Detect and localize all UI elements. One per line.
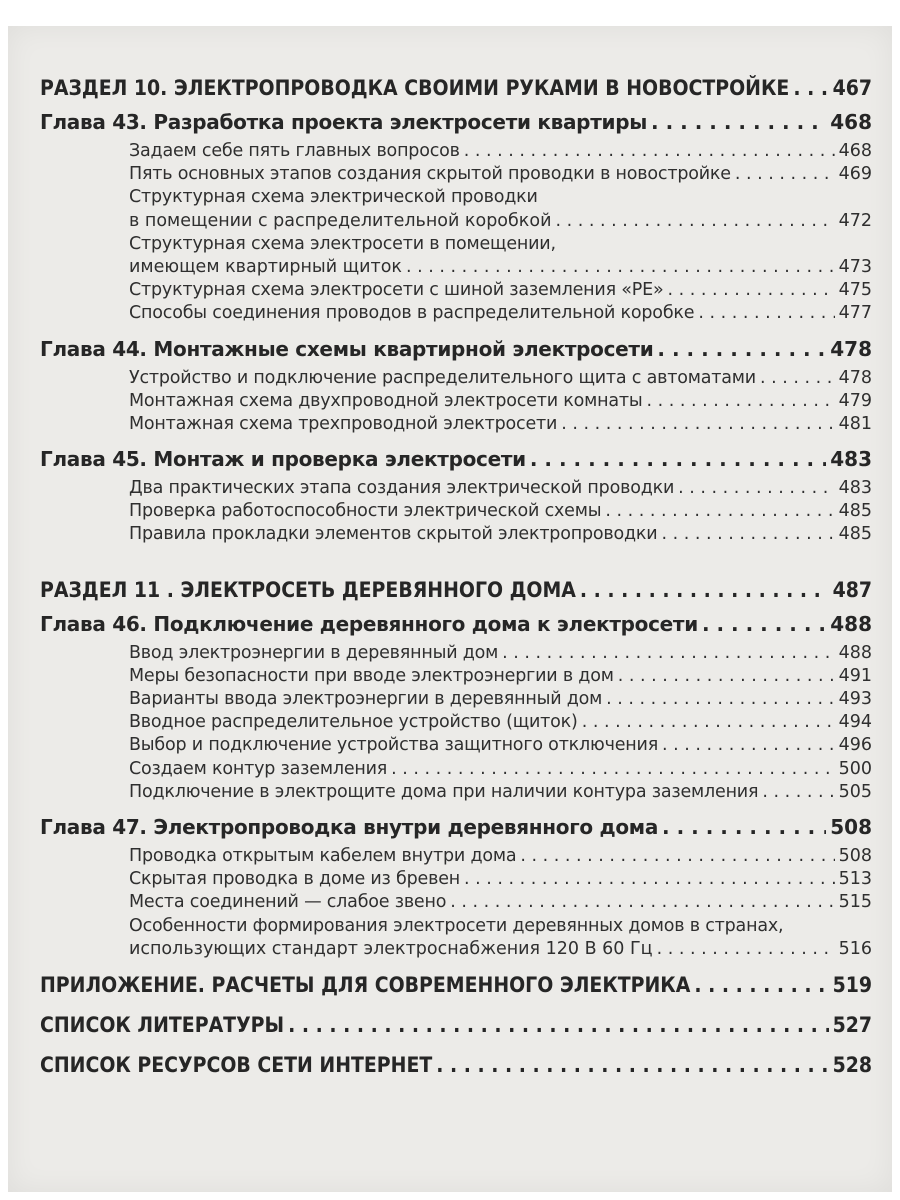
leader-dots (694, 969, 828, 1001)
chapter-title: Глава 47. Электропроводка внутри деревянного дома (40, 814, 659, 839)
page-number: 500 (838, 758, 872, 779)
toc-chapter-45 (40, 441, 872, 477)
leader-dots (793, 72, 828, 104)
leader-dots (606, 688, 834, 711)
toc-chapter-43 (40, 104, 872, 140)
chapter-title: Глава 45. Монтаж и проверка электросети (40, 447, 526, 472)
leader-dots (647, 390, 835, 413)
toc-literature (40, 1009, 872, 1041)
toc-item (40, 233, 872, 279)
table-of-contents (40, 72, 872, 1081)
page-number: 493 (838, 689, 872, 709)
toc-section-11 (40, 574, 872, 606)
toc-item (40, 367, 872, 390)
leader-dots (651, 104, 826, 140)
leader-dots (406, 256, 835, 279)
page-number: 488 (838, 642, 872, 663)
item-title: Проводка открытым кабелем внутри дома (129, 845, 517, 866)
leader-dots (561, 413, 834, 436)
item-title: Варианты ввода электроэнергии в деревянный дом (129, 689, 603, 709)
leader-dots (391, 758, 834, 781)
toc-item (40, 523, 872, 546)
item-title: использующих стандарт электроснабжения 120 В 60 Гц (129, 938, 653, 959)
leader-dots (662, 734, 835, 757)
page-number: 494 (838, 712, 872, 733)
toc-chapter-47 (40, 809, 872, 845)
toc-item (40, 302, 872, 325)
toc-item (40, 163, 872, 186)
item-title-line: Структурная схема электрической проводки (129, 187, 538, 208)
page-number: 519 (832, 972, 872, 997)
page-number: 487 (832, 577, 872, 602)
page-number: 488 (830, 611, 872, 636)
item-title: Пять основных этапов создания скрытой проводки в новостройке (129, 164, 731, 185)
page-number: 528 (832, 1052, 872, 1077)
item-title: Скрытая проводка в доме из бревен (129, 869, 461, 890)
page-number: 469 (838, 164, 872, 185)
toc-item (40, 413, 872, 436)
leader-dots (657, 938, 835, 961)
toc-appendix (40, 969, 872, 1001)
toc-item (40, 891, 872, 914)
item-title: Устройство и подключение распределительного щита с автоматами (129, 367, 756, 388)
toc-item (40, 711, 872, 734)
section-title: РАЗДЕЛ 10. ЭЛЕКТРОПРОВОДКА СВОИМИ РУКАМИ В НОВОСТРОЙКЕ (40, 76, 790, 100)
item-title: Способы соединения проводов в распределительной коробке (129, 303, 695, 324)
toc-item (40, 642, 872, 665)
toc-item (40, 140, 872, 163)
page-number: 485 (838, 524, 872, 545)
item-title: в помещении с распределительной коробкой (129, 210, 552, 231)
page-number: 527 (832, 1012, 872, 1037)
leader-dots (288, 1009, 828, 1041)
toc-item (40, 734, 872, 757)
section-title: СПИСОК РЕСУРСОВ СЕТИ ИНТЕРНЕТ (40, 1052, 433, 1077)
page-number: 478 (830, 336, 872, 361)
page-number: 483 (830, 447, 872, 472)
leader-dots (661, 523, 834, 546)
leader-dots (698, 302, 834, 325)
toc-item (40, 845, 872, 868)
toc-item (40, 758, 872, 781)
toc-item (40, 868, 872, 891)
page-number: 513 (838, 869, 872, 890)
section-title: РАЗДЕЛ 11 . ЭЛЕКТРОСЕТЬ ДЕРЕВЯННОГО ДОМА (40, 577, 576, 602)
chapter-title: Глава 46. Подключение деревянного дома к электросети (40, 611, 698, 636)
page-number: 491 (838, 665, 872, 686)
leader-dots (450, 891, 834, 914)
page-number: 481 (838, 413, 872, 434)
page-number: 478 (838, 367, 872, 388)
chapter-title: Глава 44. Монтажные схемы квартирной электросети (40, 336, 654, 361)
page-number: 485 (838, 501, 872, 522)
leader-dots (657, 331, 826, 367)
leader-dots (464, 140, 835, 163)
item-title-line: Структурная схема электросети в помещении, (129, 233, 556, 254)
item-title: Монтажная схема трехпроводной электросети (129, 413, 558, 434)
page-number: 472 (838, 210, 872, 231)
toc-item (40, 665, 872, 688)
item-title: Структурная схема электросети с шиной заземления «PE» (129, 280, 664, 301)
leader-dots (502, 642, 834, 665)
page-number: 515 (838, 892, 872, 913)
page-number: 468 (830, 110, 872, 134)
chapter-title: Глава 43. Разработка проекта электросети квартиры (40, 110, 648, 134)
item-title: Два практических этапа создания электрической проводки (129, 478, 675, 499)
leader-dots (436, 1049, 828, 1081)
toc-section-10 (40, 72, 872, 104)
item-title: Вводное распределительное устройство (щиток) (129, 712, 578, 733)
leader-dots (605, 500, 834, 523)
toc-item (40, 781, 872, 804)
toc-item (40, 688, 872, 711)
section-title: ПРИЛОЖЕНИЕ. РАСЧЕТЫ ДЛЯ СОВРЕМЕННОГО ЭЛЕКТРИКА (40, 972, 691, 997)
leader-dots (762, 781, 834, 804)
leader-dots (520, 845, 834, 868)
item-title: Ввод электроэнергии в деревянный дом (129, 642, 499, 663)
toc-item (40, 500, 872, 523)
leader-dots (662, 809, 826, 845)
page-number: 477 (838, 303, 872, 324)
item-title: Создаем контур заземления (129, 758, 388, 779)
item-title: Монтажная схема двухпроводной электросети комнаты (129, 390, 643, 411)
item-title: Задаем себе пять главных вопросов (129, 141, 460, 161)
leader-dots (618, 665, 835, 688)
item-title-line: Особенности формирования электросети деревянных домов в странах, (129, 915, 784, 936)
item-title: Проверка работоспособности электрической схемы (129, 501, 602, 522)
leader-dots (530, 441, 826, 477)
toc-item (40, 915, 872, 961)
page-number: 467 (832, 76, 872, 100)
item-title: Подключение в электрощите дома при наличии контура заземления (129, 781, 759, 802)
leader-dots (678, 477, 834, 500)
page-number: 483 (838, 478, 872, 499)
toc-item (40, 390, 872, 413)
toc-item (40, 186, 872, 232)
leader-dots (760, 367, 835, 390)
leader-dots (668, 279, 835, 302)
item-title: Места соединений — слабое звено (129, 892, 447, 913)
leader-dots (735, 163, 835, 186)
toc-chapter-46 (40, 606, 872, 642)
leader-dots (702, 606, 826, 642)
item-title: Выбор и подключение устройства защитного отключения (129, 735, 659, 756)
toc-chapter-44 (40, 331, 872, 367)
page-number: 505 (838, 781, 872, 802)
toc-internet-resources (40, 1049, 872, 1081)
page-number: 508 (830, 814, 872, 839)
leader-dots (464, 868, 835, 891)
toc-item (40, 477, 872, 500)
item-title: Правила прокладки элементов скрытой электропроводки (129, 524, 658, 545)
page-number: 473 (838, 256, 872, 277)
item-title: Меры безопасности при вводе электроэнергии в дом (129, 665, 614, 686)
page-number: 508 (838, 845, 872, 866)
toc-item (40, 279, 872, 302)
section-title: СПИСОК ЛИТЕРАТУРЫ (40, 1012, 285, 1037)
page-number: 468 (838, 141, 872, 161)
leader-dots (582, 711, 835, 734)
page-number: 475 (838, 280, 872, 301)
item-title: имеющем квартирный щиток (129, 256, 403, 277)
leader-dots (580, 574, 829, 606)
leader-dots (555, 210, 834, 233)
page-number: 496 (838, 735, 872, 756)
page-number: 479 (838, 390, 872, 411)
page-number: 516 (838, 938, 872, 959)
